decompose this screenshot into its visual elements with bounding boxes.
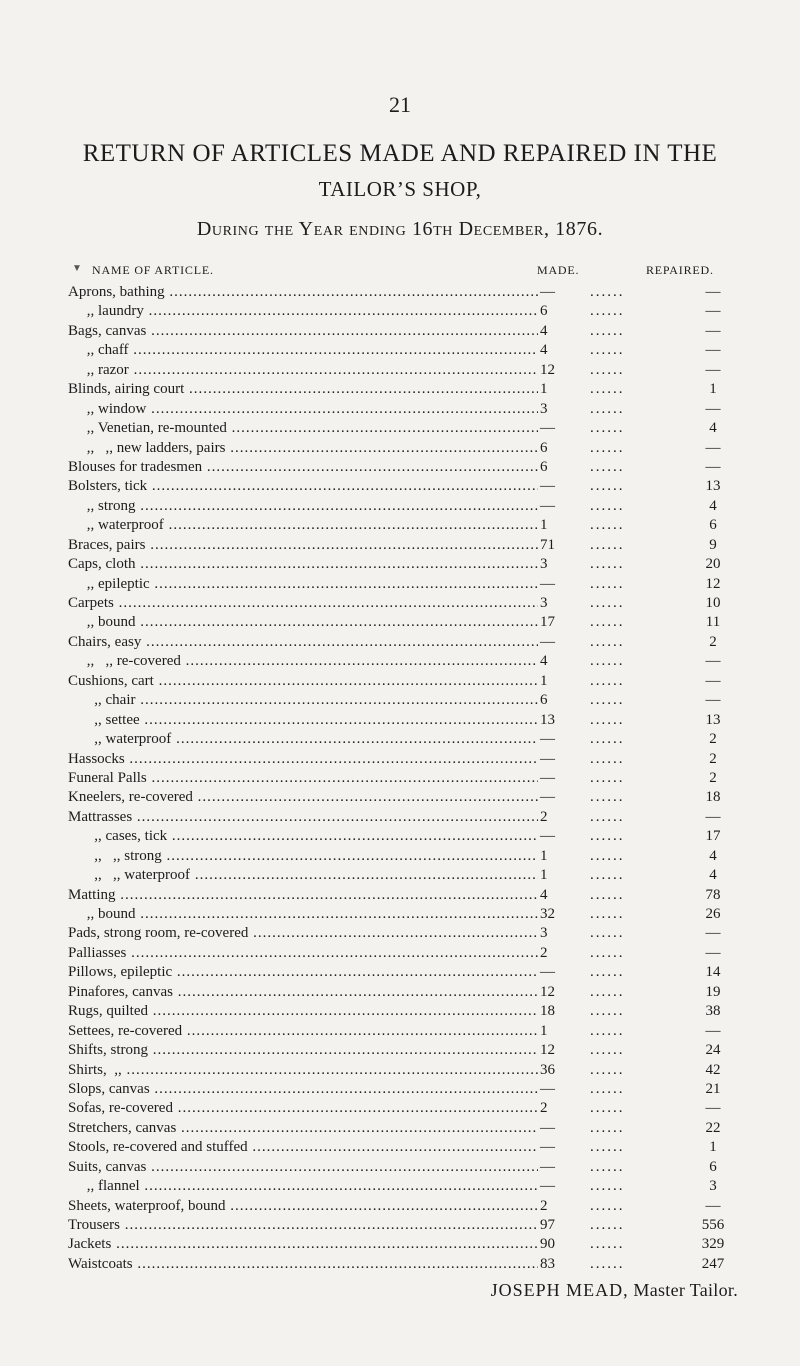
leader-dots	[590, 613, 640, 632]
made-count: 17	[540, 614, 555, 631]
leader-dots	[590, 886, 640, 905]
table-row	[0, 730, 800, 749]
table-row	[0, 847, 800, 866]
table-row	[0, 322, 800, 341]
article-name: Suits, canvas .....	[68, 1158, 538, 1177]
leader-dots	[590, 1235, 640, 1254]
table-row	[0, 1002, 800, 1021]
article-name: ,, waterproof .....	[68, 730, 538, 749]
article-name: Waistcoats .....	[68, 1255, 538, 1274]
made-count: 6	[540, 303, 548, 320]
article-name: Stretchers, canvas .....	[68, 1119, 538, 1138]
leader-dots	[590, 575, 640, 594]
made-count: 4	[540, 653, 548, 670]
table-row	[0, 341, 800, 360]
page-number: 21	[389, 92, 411, 117]
made-count: 1	[540, 517, 548, 534]
article-name: Sofas, re-covered .....	[68, 1099, 538, 1118]
table-row	[0, 1119, 800, 1138]
signature-name: JOSEPH MEAD,	[490, 1280, 629, 1300]
repaired-count: 247	[701, 1255, 725, 1272]
repaired-count: 24	[705, 1042, 721, 1059]
leader-dots	[590, 516, 640, 535]
article-name: Aprons, bathing .....	[68, 283, 538, 302]
article-name: ,, flannel .....	[68, 1177, 538, 1196]
leader-dots	[590, 1041, 640, 1060]
repaired-count: 1	[709, 381, 717, 398]
repaired-count: 17	[705, 828, 721, 845]
leader-dots	[590, 866, 640, 885]
repaired-count: 20	[705, 556, 721, 573]
table-row	[0, 924, 800, 943]
repaired-count: 4	[709, 420, 717, 437]
article-name: Settees, re-covered .....	[68, 1022, 538, 1041]
table-row	[0, 477, 800, 496]
repaired-count: 21	[705, 1080, 721, 1097]
article-name: ,, strong .....	[68, 497, 538, 516]
table-row	[0, 983, 800, 1002]
leader-dots	[590, 847, 640, 866]
leader-dots	[590, 633, 640, 652]
table-row	[0, 575, 800, 594]
made-count: 97	[540, 1217, 555, 1233]
leader-dots	[590, 302, 640, 321]
column-headers	[0, 263, 800, 281]
table-row	[0, 866, 800, 885]
article-name: Blouses for tradesmen .....	[68, 458, 538, 477]
article-name: ,, laundry .....	[68, 302, 538, 321]
made-count: —	[540, 769, 555, 786]
leader-dots	[590, 458, 640, 477]
made-count: 4	[540, 886, 548, 903]
article-name: ,, chaff .....	[68, 341, 538, 360]
table-row	[0, 613, 800, 632]
made-count: 1	[540, 1022, 548, 1039]
repaired-count: 556	[701, 1217, 725, 1233]
made-count: —	[540, 420, 555, 437]
leader-dots	[590, 536, 640, 555]
article-name: Palliasses .....	[68, 944, 538, 963]
table-row	[0, 439, 800, 458]
table-row	[0, 516, 800, 535]
header-made: MADE.	[537, 263, 580, 277]
leader-dots	[590, 341, 640, 360]
repaired-count: —	[705, 1022, 721, 1039]
table-row	[0, 827, 800, 846]
table-row	[0, 944, 800, 963]
repaired-count: 2	[709, 750, 717, 767]
made-count: —	[540, 1178, 555, 1195]
leader-dots	[590, 788, 640, 807]
table-row	[0, 1080, 800, 1099]
table-row	[0, 536, 800, 555]
repaired-count: —	[705, 692, 721, 709]
article-name: ,, chair .....	[68, 691, 538, 710]
made-count: —	[540, 731, 555, 748]
article-name: ,, ,, new ladders, pairs .....	[68, 439, 538, 458]
leader-dots	[590, 983, 640, 1002]
repaired-count: 22	[705, 1119, 721, 1136]
leader-dots	[590, 924, 640, 943]
leader-dots	[590, 827, 640, 846]
article-name: Carpets .....	[68, 594, 538, 613]
article-name: Pads, strong room, re-covered .....	[68, 924, 538, 943]
repaired-count: —	[705, 808, 721, 825]
made-count: 6	[540, 439, 548, 456]
leader-dots	[590, 730, 640, 749]
table-row	[0, 361, 800, 380]
article-name: Matting .....	[68, 886, 538, 905]
article-name: Mattrasses .....	[68, 808, 538, 827]
made-count: 71	[540, 536, 555, 553]
leader-dots	[590, 497, 640, 516]
article-name: ,, bound .....	[68, 613, 538, 632]
article-name: Funeral Palls .....	[68, 769, 538, 788]
table-row	[0, 886, 800, 905]
article-name: ,, waterproof .....	[68, 516, 538, 535]
table-row	[0, 808, 800, 827]
made-count: —	[540, 1119, 555, 1136]
made-count: 3	[540, 925, 548, 942]
article-name: Caps, cloth .....	[68, 555, 538, 574]
header-repaired: REPAIRED.	[646, 263, 714, 277]
table-row	[0, 302, 800, 321]
leader-dots	[590, 439, 640, 458]
made-count: 6	[540, 458, 548, 475]
made-count: —	[540, 497, 555, 514]
made-count: 12	[540, 361, 555, 378]
leader-dots	[590, 711, 640, 730]
made-count: 83	[540, 1255, 555, 1272]
made-count: —	[540, 478, 555, 495]
leader-dots	[590, 944, 640, 963]
repaired-count: —	[705, 322, 721, 339]
repaired-count: 4	[709, 867, 717, 884]
repaired-count: 10	[705, 595, 721, 611]
leader-dots	[590, 808, 640, 827]
article-name: Rugs, quilted .....	[68, 1002, 538, 1021]
leader-dots	[590, 691, 640, 710]
articles-table	[0, 283, 800, 1274]
repaired-count: —	[705, 925, 721, 942]
page-title: RETURN OF ARTICLES MADE AND REPAIRED IN THE	[82, 140, 718, 167]
repaired-count: —	[705, 400, 721, 417]
table-row	[0, 1061, 800, 1080]
repaired-count: —	[705, 342, 721, 359]
article-name: ,, bound .....	[68, 905, 538, 924]
article-name: Kneelers, re-covered .....	[68, 788, 538, 807]
table-row	[0, 769, 800, 788]
made-count: 1	[540, 381, 548, 398]
article-name: Cushions, cart .....	[68, 672, 538, 691]
table-row	[0, 1158, 800, 1177]
made-count: —	[540, 1139, 555, 1156]
signature	[0, 1280, 738, 1301]
table-row	[0, 905, 800, 924]
made-count: 12	[540, 983, 555, 1000]
repaired-count: —	[705, 944, 721, 961]
leader-dots	[590, 594, 640, 613]
article-name: Sheets, waterproof, bound .....	[68, 1197, 538, 1216]
made-count: —	[540, 789, 555, 806]
leader-dots	[590, 672, 640, 691]
article-name: ,, Venetian, re-mounted .....	[68, 419, 538, 438]
repaired-count: 329	[701, 1236, 725, 1253]
article-name: Pillows, epileptic .....	[68, 963, 538, 982]
repaired-count: 4	[709, 847, 717, 864]
repaired-count: 13	[705, 478, 721, 495]
table-row	[0, 1138, 800, 1157]
table-row	[0, 400, 800, 419]
article-name: ,, window .....	[68, 400, 538, 419]
leader-dots	[590, 769, 640, 788]
table-row	[0, 458, 800, 477]
leader-dots	[590, 361, 640, 380]
table-row	[0, 283, 800, 302]
repaired-count: 3	[709, 1178, 717, 1195]
leader-dots	[590, 1216, 640, 1235]
leader-dots	[590, 1061, 640, 1080]
repaired-count: —	[705, 653, 721, 670]
printer-mark-icon: ▼	[72, 263, 83, 274]
table-row	[0, 1177, 800, 1196]
leader-dots	[590, 750, 640, 769]
table-row	[0, 497, 800, 516]
leader-dots	[590, 1255, 640, 1274]
article-name: ,, ,, strong .....	[68, 847, 538, 866]
made-count: 13	[540, 711, 555, 728]
article-name: ,, ,, re-covered .....	[68, 652, 538, 671]
repaired-count: —	[705, 439, 721, 456]
article-name: ,, razor .....	[68, 361, 538, 380]
table-row	[0, 1235, 800, 1254]
repaired-count: 13	[705, 711, 721, 728]
made-count: —	[540, 284, 555, 300]
article-name: Shifts, strong .....	[68, 1041, 538, 1060]
leader-dots	[590, 1080, 640, 1099]
article-name: Hassocks .....	[68, 750, 538, 769]
repaired-count: 11	[705, 614, 721, 631]
article-name: ,, ,, waterproof .....	[68, 866, 538, 885]
repaired-count: 9	[709, 536, 717, 553]
made-count: —	[540, 633, 555, 650]
repaired-count: 18	[705, 789, 721, 806]
made-count: —	[540, 964, 555, 981]
leader-dots	[590, 652, 640, 671]
leader-dots	[590, 1099, 640, 1118]
repaired-count: 4	[709, 497, 717, 514]
made-count: 2	[540, 808, 548, 825]
table-row	[0, 1255, 800, 1274]
article-name: Bolsters, tick .....	[68, 477, 538, 496]
made-count: 1	[540, 847, 548, 864]
table-row	[0, 963, 800, 982]
article-name: Shirts, ,, .....	[68, 1061, 538, 1080]
article-name: ,, settee .....	[68, 711, 538, 730]
leader-dots	[590, 1002, 640, 1021]
article-name: ,, cases, tick .....	[68, 827, 538, 846]
leader-dots	[590, 1138, 640, 1157]
made-count: —	[540, 1158, 555, 1175]
table-row	[0, 1197, 800, 1216]
page-subtitle: During the Year ending 16th December, 1876.	[196, 218, 604, 240]
made-count: 2	[540, 1197, 548, 1214]
repaired-count: 6	[709, 1158, 717, 1175]
signature-title: Master Tailor.	[633, 1280, 738, 1300]
table-row	[0, 750, 800, 769]
table-row	[0, 672, 800, 691]
leader-dots	[590, 322, 640, 341]
made-count: 3	[540, 556, 548, 573]
made-count: —	[540, 828, 555, 845]
made-count: —	[540, 1080, 555, 1097]
table-row	[0, 691, 800, 710]
made-count: 36	[540, 1061, 555, 1078]
repaired-count: 12	[705, 575, 721, 592]
table-row	[0, 711, 800, 730]
made-count: 3	[540, 595, 548, 611]
leader-dots	[590, 1197, 640, 1216]
made-count: 6	[540, 692, 548, 709]
repaired-count: —	[705, 672, 721, 689]
header-name: NAME OF ARTICLE.	[92, 263, 214, 277]
table-row	[0, 1041, 800, 1060]
repaired-count: 38	[705, 1003, 721, 1020]
leader-dots	[590, 419, 640, 438]
made-count: —	[540, 750, 555, 767]
made-count: 2	[540, 944, 548, 961]
repaired-count: 19	[705, 983, 721, 1000]
made-count: 32	[540, 906, 555, 922]
table-row	[0, 419, 800, 438]
repaired-count: 78	[705, 886, 721, 903]
article-name: Stools, re-covered and stuffed .....	[68, 1138, 538, 1157]
table-row	[0, 788, 800, 807]
repaired-count: —	[705, 1100, 721, 1117]
made-count: —	[540, 575, 555, 592]
repaired-count: —	[705, 303, 721, 320]
made-count: 90	[540, 1236, 555, 1253]
table-row	[0, 1216, 800, 1235]
repaired-count: 1	[709, 1139, 717, 1156]
article-name: Bags, canvas .....	[68, 322, 538, 341]
made-count: 18	[540, 1003, 555, 1020]
leader-dots	[590, 1177, 640, 1196]
leader-dots	[590, 1022, 640, 1041]
made-count: 1	[540, 672, 548, 689]
made-count: 2	[540, 1100, 548, 1117]
leader-dots	[590, 400, 640, 419]
article-name: Braces, pairs .....	[68, 536, 538, 555]
leader-dots	[590, 555, 640, 574]
article-name: ,, epileptic .....	[68, 575, 538, 594]
page-title-line2: TAILOR’S SHOP,	[318, 177, 482, 201]
made-count: 12	[540, 1042, 555, 1059]
made-count: 4	[540, 342, 548, 359]
leader-dots	[590, 905, 640, 924]
table-row	[0, 555, 800, 574]
repaired-count: 14	[705, 964, 721, 981]
article-name: Slops, canvas .....	[68, 1080, 538, 1099]
table-row	[0, 380, 800, 399]
table-row	[0, 594, 800, 613]
leader-dots	[590, 283, 640, 302]
leader-dots	[590, 1158, 640, 1177]
table-row	[0, 1022, 800, 1041]
leader-dots	[590, 963, 640, 982]
leader-dots	[590, 1119, 640, 1138]
repaired-count: 2	[709, 769, 717, 786]
repaired-count: —	[705, 1197, 721, 1214]
repaired-count: 26	[705, 906, 721, 922]
repaired-count: 2	[709, 731, 717, 748]
article-name: Trousers .....	[68, 1216, 538, 1235]
repaired-count: 2	[709, 633, 717, 650]
repaired-count: 6	[709, 517, 717, 534]
made-count: 3	[540, 400, 548, 417]
repaired-count: —	[705, 361, 721, 378]
repaired-count: —	[705, 458, 721, 475]
table-row	[0, 1099, 800, 1118]
article-name: Pinafores, canvas .....	[68, 983, 538, 1002]
article-name: Chairs, easy .....	[68, 633, 538, 652]
repaired-count: 42	[705, 1061, 721, 1078]
made-count: 4	[540, 322, 548, 339]
leader-dots	[590, 477, 640, 496]
made-count: 1	[540, 867, 548, 884]
article-name: Jackets .....	[68, 1235, 538, 1254]
leader-dots	[590, 380, 640, 399]
table-row	[0, 652, 800, 671]
table-row	[0, 633, 800, 652]
repaired-count: —	[705, 284, 721, 300]
article-name: Blinds, airing court .....	[68, 380, 538, 399]
